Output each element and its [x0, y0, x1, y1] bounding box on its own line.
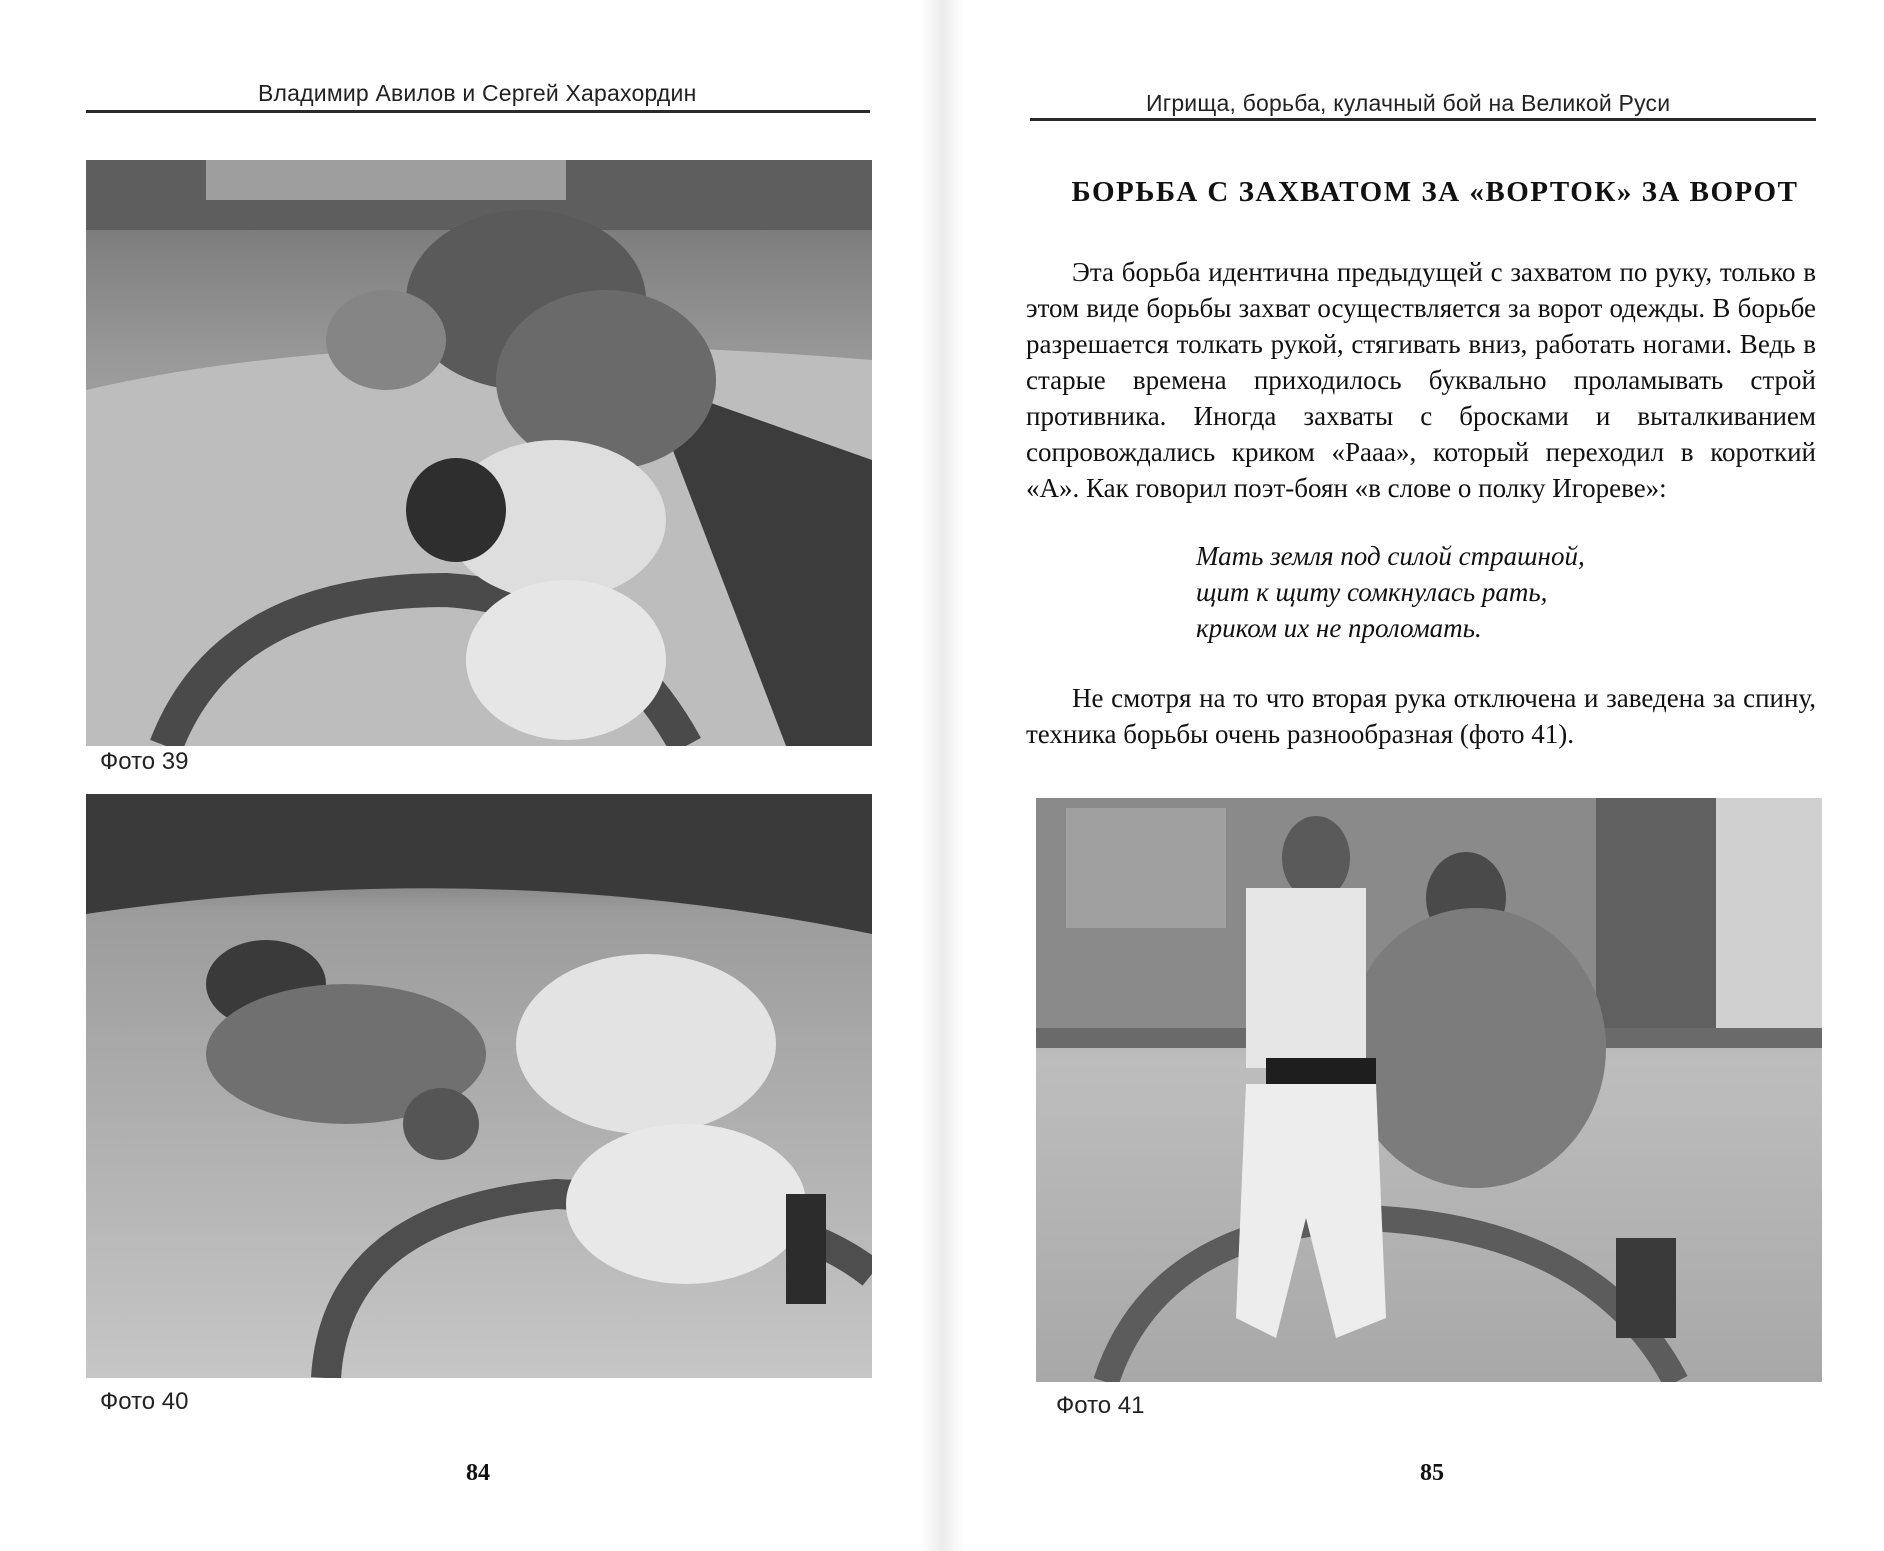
photo-40-image	[86, 794, 872, 1378]
right-page-number: 85	[1420, 1460, 1444, 1486]
right-running-head: Игрища, борьба, кулачный бой на Великой Руси	[1146, 90, 1671, 116]
verse-line: щит к щиту сомкнулась рать,	[1196, 577, 1548, 607]
photo-41	[1036, 798, 1822, 1382]
verse-line: криком их не проломать.	[1196, 613, 1482, 643]
photo-39-caption: Фото 39	[100, 748, 189, 775]
left-head-rule	[86, 110, 870, 113]
photo-40-caption: Фото 40	[100, 1388, 189, 1415]
verse-line: Мать земля под силой страшной,	[1196, 541, 1585, 571]
photo-39	[86, 160, 872, 746]
left-page-number: 84	[466, 1460, 490, 1486]
photo-41-image	[1036, 798, 1822, 1382]
photo-39-image	[86, 160, 872, 746]
photo-40	[86, 794, 872, 1378]
paragraph-2: Не смотря на то что вторая рука отключена и заведена за спину, техника борьбы очень разнообразная (фото 41).	[1026, 683, 1816, 749]
verse-block	[1196, 538, 1585, 646]
left-running-head: Владимир Авилов и Сергей Харахордин	[258, 80, 697, 106]
chapter-title: БОРЬБА С ЗАХВАТОМ ЗА «ВОРТОК» ЗА ВОРОТ	[1071, 176, 1799, 208]
photo-41-caption: Фото 41	[1056, 1392, 1145, 1419]
right-head-rule	[1030, 118, 1816, 121]
paragraph-1: Эта борьба идентична предыдущей с захватом по руку, только в этом виде борьбы захват осуществляется за ворот одежды. В борьбе разрешается толкать рукой, стягивать вниз, работать ногами. Ведь в старые времена приходилось буквально проламывать строй противника. Иногда захваты с бросками и выталкиванием сопровождались криком «Рааа», который переходил в короткий «А». Как говорил поэт-боян «в слове о полку Игореве»:	[1026, 257, 1816, 503]
